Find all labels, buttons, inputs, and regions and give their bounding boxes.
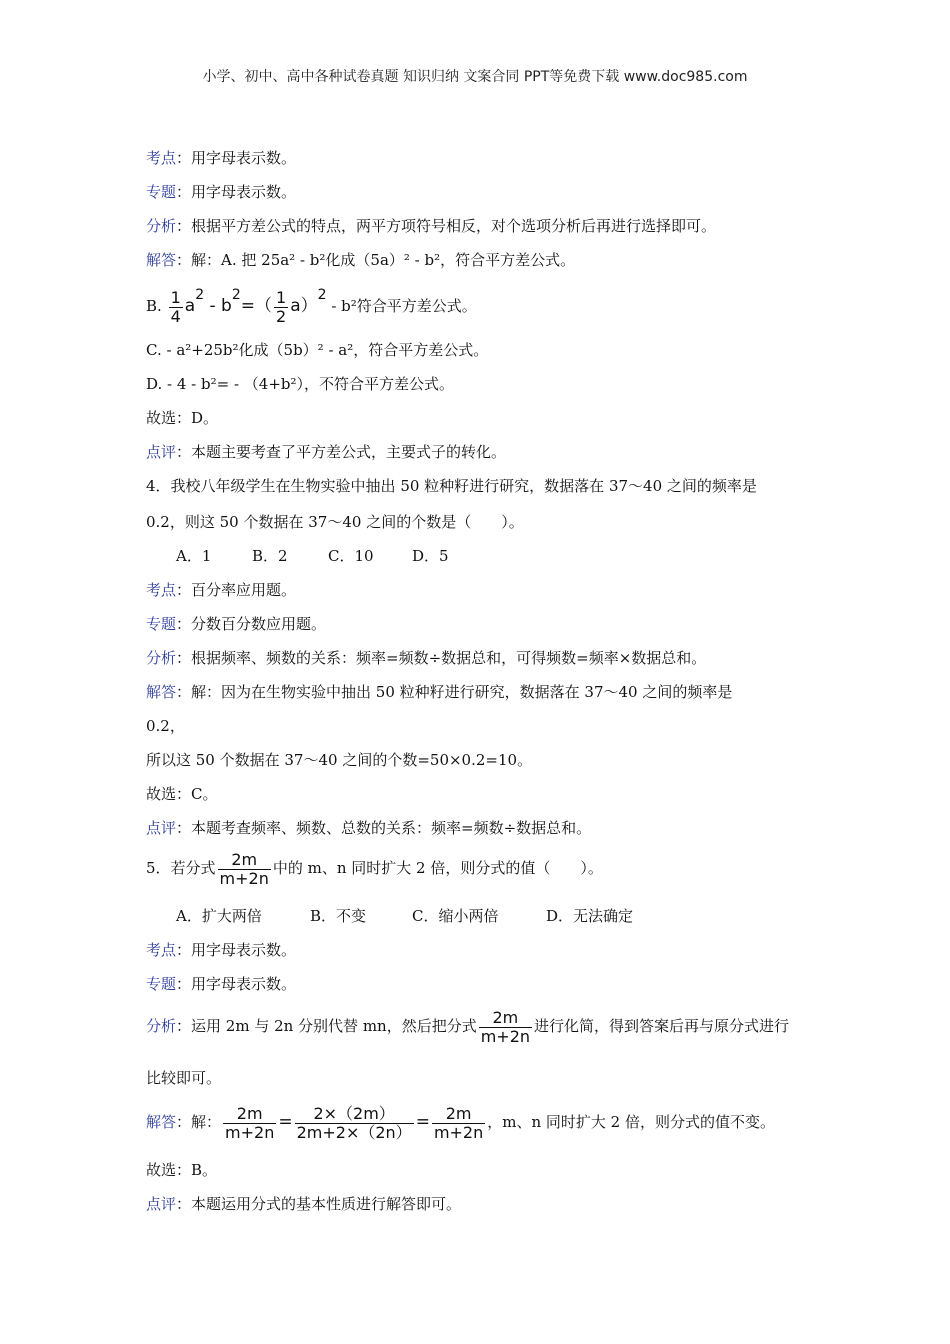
- fraction-substituted: $\frac{2\times(2m)}{2m+2\times(2n)}$: [296, 1103, 412, 1142]
- q4-stem-line1: 4．我校八年级学生在生物实验中抽出 50 粒种籽进行研究，数据落在 37～40 之间的频率是: [146, 477, 757, 495]
- q5-dianping: 点评：本题运用分式的基本性质进行解答即可。: [146, 1195, 462, 1213]
- q3-answer: 故选：D。: [146, 409, 219, 427]
- q4-zhuanti: 专题：分数百分数应用题。: [146, 615, 327, 633]
- q4-stem-line2: 0.2，则这 50 个数据在 37～40 之间的个数是（ ）。: [146, 513, 524, 531]
- q4-kaodian: 考点：百分率应用题。: [146, 581, 297, 599]
- label-zhuanti: 专题: [146, 183, 177, 201]
- q3-option-b: B. $\frac{1}{4}$ a2 - b2=（ $\frac{1}{2}$ a）2 - b²符合平方差公式。: [146, 287, 477, 326]
- q5-kaodian: 考点：用字母表示数。: [146, 941, 297, 959]
- q3-zhuanti: 专题：用字母表示数。: [146, 183, 297, 201]
- q4-option-a: A．1: [176, 547, 212, 565]
- q5-jieda: 解答：解： $\frac{2m}{m+2n}$ = $\frac{2\times(2m)}{2m+2\times(2n)}$ = $\frac{2m}{m+2n}$ ，m、n 同时扩大 2 倍，则分式的值不变。: [146, 1103, 775, 1142]
- q5-option-d: D．无法确定: [546, 907, 634, 925]
- q5-option-c: C．缩小两倍: [412, 907, 499, 925]
- q3-kaodian: 考点：用字母表示数。: [146, 149, 297, 167]
- q4-answer: 故选：C。: [146, 785, 218, 803]
- q5-zhuanti: 专题：用字母表示数。: [146, 975, 297, 993]
- fraction-2m-over-m2n: $\frac{2m}{m+2n}$: [480, 1007, 531, 1046]
- q3-jieda-a: 解答：解：A. 把 25a² - b²化成（5a）² - b²，符合平方差公式。: [146, 251, 576, 269]
- label-fenxi: 分析: [146, 217, 177, 235]
- q4-jieda-line1: 解答：解：因为在生物实验中抽出 50 粒种籽进行研究，数据落在 37～40 之间的频率是: [146, 683, 733, 701]
- q4-option-d: D．5: [412, 547, 449, 565]
- label-kaodian: 考点: [146, 149, 177, 167]
- q5-answer: 故选：B。: [146, 1161, 218, 1179]
- q5-fenxi-line1: 分析：运用 2m 与 2n 分别代替 mn，然后把分式 $\frac{2m}{m+2n}$ 进行化简，得到答案后再与原分式进行: [146, 1007, 790, 1046]
- label-jieda: 解答: [146, 251, 177, 269]
- q4-fenxi: 分析：根据频率、频数的关系：频率=频数÷数据总和，可得频数=频率×数据总和。: [146, 649, 707, 667]
- q4-jieda-line2: 0.2，: [146, 717, 185, 735]
- fraction-2m-over-m2n: $\frac{2m}{m+2n}$: [433, 1103, 484, 1142]
- q5-option-b: B．不变: [310, 907, 367, 925]
- q3-option-c: C. - a²+25b²化成（5b）² - a²，符合平方差公式。: [146, 341, 489, 359]
- q3-fenxi: 分析：根据平方差公式的特点，两平方项符号相反，对个选项分析后再进行选择即可。: [146, 217, 717, 235]
- q4-dianping: 点评：本题考查频率、频数、总数的关系：频率=频数÷数据总和。: [146, 819, 592, 837]
- q3-option-d: D. - 4 - b²= - （4+b²），不符合平方差公式。: [146, 375, 455, 393]
- q4-jieda-line3: 所以这 50 个数据在 37～40 之间的个数=50×0.2=10。: [146, 751, 533, 769]
- fraction-2m-over-m2n: $\frac{2m}{m+2n}$: [219, 849, 269, 888]
- q5-fenxi-line2: 比较即可。: [146, 1069, 222, 1087]
- q5-stem: 5．若分式 $\frac{2m}{m+2n}$ 中的 m、n 同时扩大 2 倍，则分式的值（ ）。: [146, 849, 603, 888]
- fraction-one-quarter: $\frac{1}{4}$: [170, 287, 181, 326]
- q3-dianping: 点评：本题主要考查了平方差公式，主要式子的转化。: [146, 443, 507, 461]
- fraction-one-half: $\frac{1}{2}$: [276, 287, 287, 326]
- page-header: 小学、初中、高中各种试卷真题 知识归纳 文案合同 PPT等免费下载 www.doc985.com: [202, 69, 748, 85]
- q5-option-a: A．扩大两倍: [176, 907, 262, 925]
- q4-option-b: B．2: [252, 547, 288, 565]
- q4-option-c: C．10: [328, 547, 374, 565]
- fraction-2m-over-m2n: $\frac{2m}{m+2n}$: [225, 1103, 275, 1142]
